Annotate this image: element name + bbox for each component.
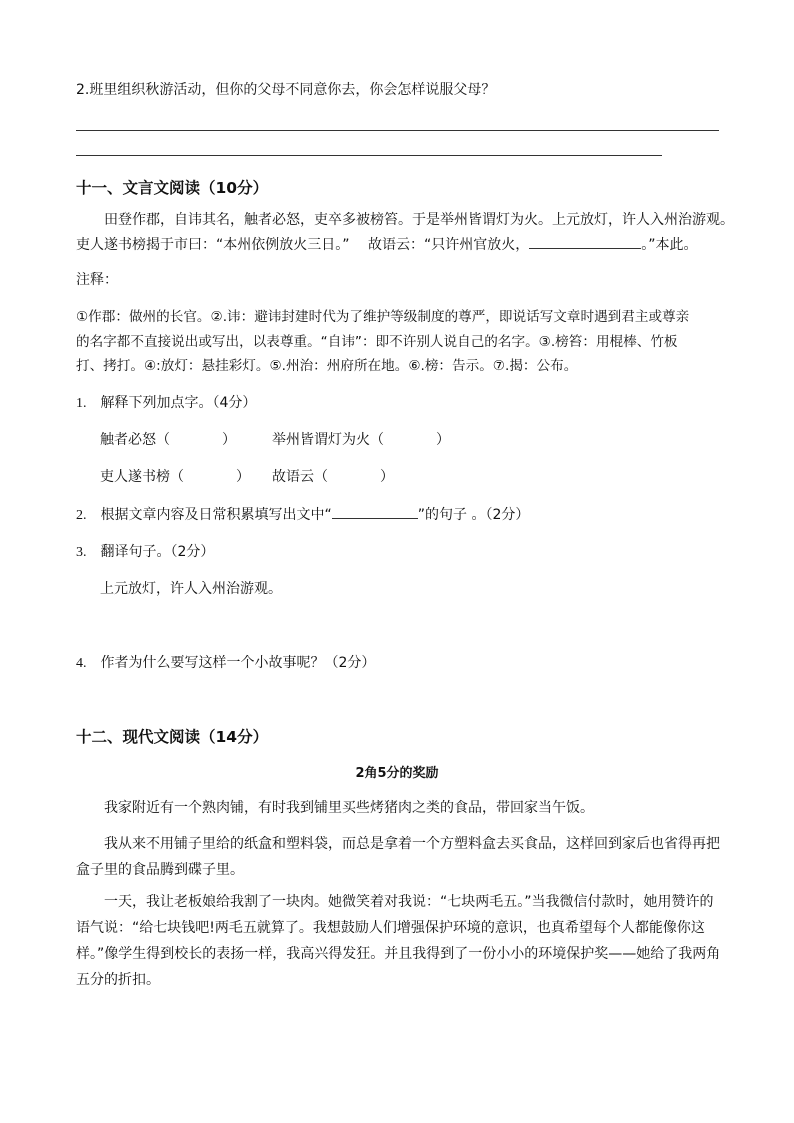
story-paragraph-2: 我从来不用铺子里给的纸盒和塑料袋，而总是拿着一个方塑料盒去买食品，这样回到家后也省得再把盒子里的食品腾到碟子里。 — [76, 836, 720, 878]
story-title: 2角5分的奖励 — [355, 766, 439, 781]
classical-blank[interactable] — [529, 232, 641, 249]
question-1: 1. 解释下列加点字。（4分） — [76, 395, 257, 411]
classical-text-line2: 吏人遂书榜揭于市曰：“本州依例放火三日。” 故语云：“只许州官放火， 。”本此。 — [76, 232, 697, 257]
section-12-title: 十二、现代文阅读（14分） — [76, 728, 269, 746]
answer-line-2[interactable] — [76, 155, 662, 156]
answer-line-1[interactable] — [76, 130, 719, 131]
q1-item-c: 吏人遂书榜（ ） — [100, 469, 250, 485]
question-4: 4. 作者为什么要写这样一个小故事呢？（2分） — [76, 655, 376, 671]
story-paragraph-3: 一天，我让老板娘给我割了一块肉。她微笑着对我说：“七块两毛五。”当我微信付款时，她用赞许的语气说：“给七块钱吧!两毛五就算了。我想鼓励人们增强保护环境的意识，也真希望每个人都能像你这样。”像学生得到校长的表扬一样，我高兴得发狂。并且我得到了一份小小的环境保护奖——她给了我两角五分的折扣。 — [76, 894, 721, 988]
q3-sentence: 上元放灯，许人入州治游观。 — [100, 581, 282, 597]
q2b-blank[interactable] — [332, 502, 418, 519]
notes-line-2: 的名字都不直接说出或写出，以表尊重。“自讳”：即不许别人说自己的名字。③.榜笞：用棍棒、竹板 — [76, 334, 678, 350]
notes-label: 注释： — [76, 272, 118, 288]
notes-line-3: 打、拷打。④:放灯：悬挂彩灯。⑤.州治：州府所在地。⑥.榜：告示。⑦.揭：公布。 — [76, 358, 578, 374]
question-2b: 2. 根据文章内容及日常积累填写出文中“ ”的句子 。（2分） — [76, 502, 529, 528]
q1-item-b: 举州皆谓灯为火（ ） — [272, 432, 450, 448]
q1-item-a: 触者必怒（ ） — [100, 432, 236, 448]
question-2-prompt: 2.班里组织秋游活动，但你的父母不同意你去，你会怎样说服父母？ — [76, 82, 496, 98]
notes-line-1: ①作郡：做州的长官。②.讳：避讳封建时代为了维护等级制度的尊严，即说话写文章时遇到君主或尊亲 — [76, 309, 690, 325]
classical-text-line1: 田登作郡，自讳其名，触者必怒，吏卒多被榜笞。于是举州皆谓灯为火。上元放灯，许人入州治游观。 — [104, 212, 734, 228]
section-11-title: 十一、文言文阅读（10分） — [76, 179, 269, 197]
question-3: 3. 翻译句子。（2分） — [76, 544, 215, 560]
story-paragraph-1: 我家附近有一个熟肉铺，有时我到铺里买些烤猪肉之类的食品，带回家当午饭。 — [104, 800, 594, 816]
q1-item-d: 故语云（ ） — [272, 469, 394, 485]
